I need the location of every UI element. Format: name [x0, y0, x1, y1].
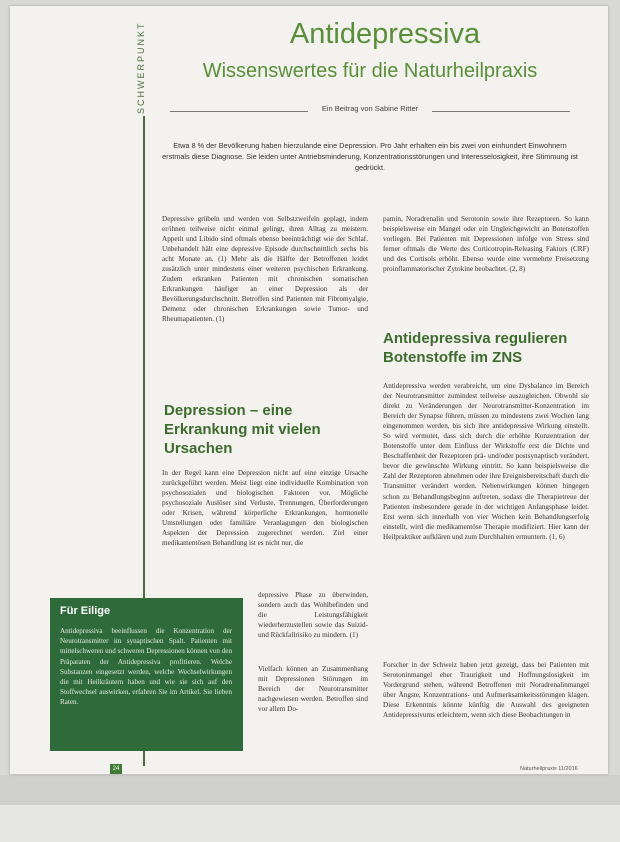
left-section-heading: Depression – eine Erkrankung mit vielen Ursachen [164, 402, 321, 457]
byline-rule-right [432, 111, 570, 112]
journal-footer: Naturheilpraxis 11/2016 [520, 766, 578, 772]
article-title: Antidepressiva [289, 18, 481, 50]
right-body-paragraph-1: Antidepressiva werden verabreicht, um eine Dysbalance im Bereich der Neurotransmitter zumindest teilweise auszugleichen. Obwohl sie direkt zu Veränderungen der Neurotransmitter-Konzentration im Bereich der Synapse führen, müssen zu mindestens zwei Wochen lang eingenommen werden, bis sich ihre antidepressive Wirkung einstellt. So wird vermutet, dass sich durch die erhöhte Konzentration der Botenstoffe unter dem Einfluss der Wirkstoffe erst die Dichte und Beschaffenheit der Rezeptoren prä- und/oder postsynaptisch verändert, bevor die gewünschte Wirkung eintritt. So kann beispielsweise die Zahl der Rezeptoren abnehmen oder ihre Ereignisbereitschaft durch die Transmitter verändert werden. Nebenwirkungen können hingegen schon zu Behandlungsbeginn auftreten, sodass die Therapietreue der Patienten insbesondere gerade in der wichtigen Anfangsphase leidet. Erst wenn sich innerhalb von vier Wochen kein Behandlungserfolg einstellt, wird die medikamentöse Therapie modifiziert. Hier kann der Heilpraktiker aufklären und zum Durchhalten ermuntern. (1, 6) [383, 382, 589, 541]
left-body-paragraph-2: depressive Phase zu überwinden, sondern auch das Wohlbefinden und die Leistungsfähigkeit wiederherzustellen sowie das Suizid- und Rückfallrisiko zu mindern. (1) [258, 591, 368, 640]
summary-box-title: Für Eilige [60, 605, 111, 617]
right-body-paragraph-2: Forscher in der Schweiz haben jetzt gezeigt, dass bei Patienten mit Serotoninmangel eher Traurigkeit und Hoffnungslosigkeit im Vordergrund stehen, während Betroffenen mit Noradrenalinmangel über Ängste, Konzentrations- und Aufmerksamkeitsstörungen klagen. Diese Erkenntnis könnte künftig die Auswahl des geeigneten Antidepressivums erleichtern, wenn sich diese Beobachtungen in [383, 661, 589, 720]
right-section-heading: Antidepressiva regulieren Botenstoffe im ZNS [383, 330, 568, 366]
byline-row [170, 104, 570, 120]
left-body-paragraph-3: Vielfach können an Zusammenhang mit Depressionen Störungen im Bereich der Neurotransmitter nachgewiesen werden. Betroffen sind vor allem Do- [258, 665, 368, 714]
summary-box [50, 598, 243, 751]
lead-paragraph: Etwa 8 % der Bevölkerung haben hierzulande eine Depression. Pro Jahr erhalten ein bis zwei von einhundert Einwohnern erstmals diese Diagnose. Sie leiden unter Antriebsminderung, Konzentrationsstörungen und Interesselosigkeit, ihre Stimmung ist gedrückt. [162, 141, 578, 172]
byline: Ein Beitrag von Sabine Ritter [321, 104, 419, 113]
summary-box-text: Antidepressiva beeinflussen die Konzentration der Neurotransmitter im synaptischen Spalt. Patienten mit mittelschweren und schweren Depressionen können von den Präparaten der Antidepressiva profitieren. Welche Substanzen eingesetzt werden, welche Wechselwirkungen die mit Heilkräutern haben und wie sie sich auf den Stoffwechsel auswirken, erfahren Sie im Artikel. Sie lieben Raten. [60, 627, 232, 707]
left-intro-paragraph: Depressive grübeln und werden von Selbstzweifeln geplagt, indem er/ihnen teilweise nicht einmal gelingt, ihren Alltag zu meistern. Appetit und Libido sind oftmals ebenso beeinträchtigt wie der Schlaf. Unbehandelt hält eine depressive Episode durchschnittlich sechs bis acht Monate an. (1) Mehr als die Hälfte der Betroffenen leidet zusätzlich unter mindestens einer weiteren psychischen Erkrankung. Zudem erkranken Patienten mit chronischen somatischen Erkrankungen häufiger an einer Depression als der Bevölkerungsdurchschnitt. Betroffen sind Patienten mit Fibromyalgie, Demenz oder chronischen Erkrankungen sowie Tumor- und Rheumapatienten. (1) [162, 215, 368, 324]
left-body-paragraph-1: In der Regel kann eine Depression nicht auf eine einzige Ursache zurückgeführt werden. Meist liegt eine individuelle Kombination von psychosozialen und biologischen Faktoren vor. Mögliche psychosoziale Auslöser sind Verluste, Trennungen, Überforderungen oder Krisen, während körperliche Erkrankungen, hormonelle Umstellungen oder familiäre Veranlagungen den biologischen Aspekten der Depression zugerechnet werden. Ziel einer medikamentösen Behandlung ist es nicht nur, die [162, 469, 368, 548]
page-number: 24 [110, 764, 122, 774]
section-label: SCHWERPUNKT [136, 21, 146, 114]
page-background-edge [0, 775, 620, 842]
article-subtitle: Wissenswertes für die Naturheilpraxis [202, 60, 538, 82]
right-intro-paragraph: pamin, Noradrenalin und Serotonin sowie ihre Rezeptoren. So kann beispielsweise ein Mangel oder ein Ungleichgewicht an Botenstoffen vorliegen. Bei Patienten mit Depressionen infolge von Stress sind ferner oftmals die Werte des Corticotropin-Releasing Faktors (CRF) und des Cortisols erhöht. Ebenso wurde eine vermehrte Freisetzung proinflammatorischer Zytokine beobachtet. (2, 8) [383, 215, 589, 274]
